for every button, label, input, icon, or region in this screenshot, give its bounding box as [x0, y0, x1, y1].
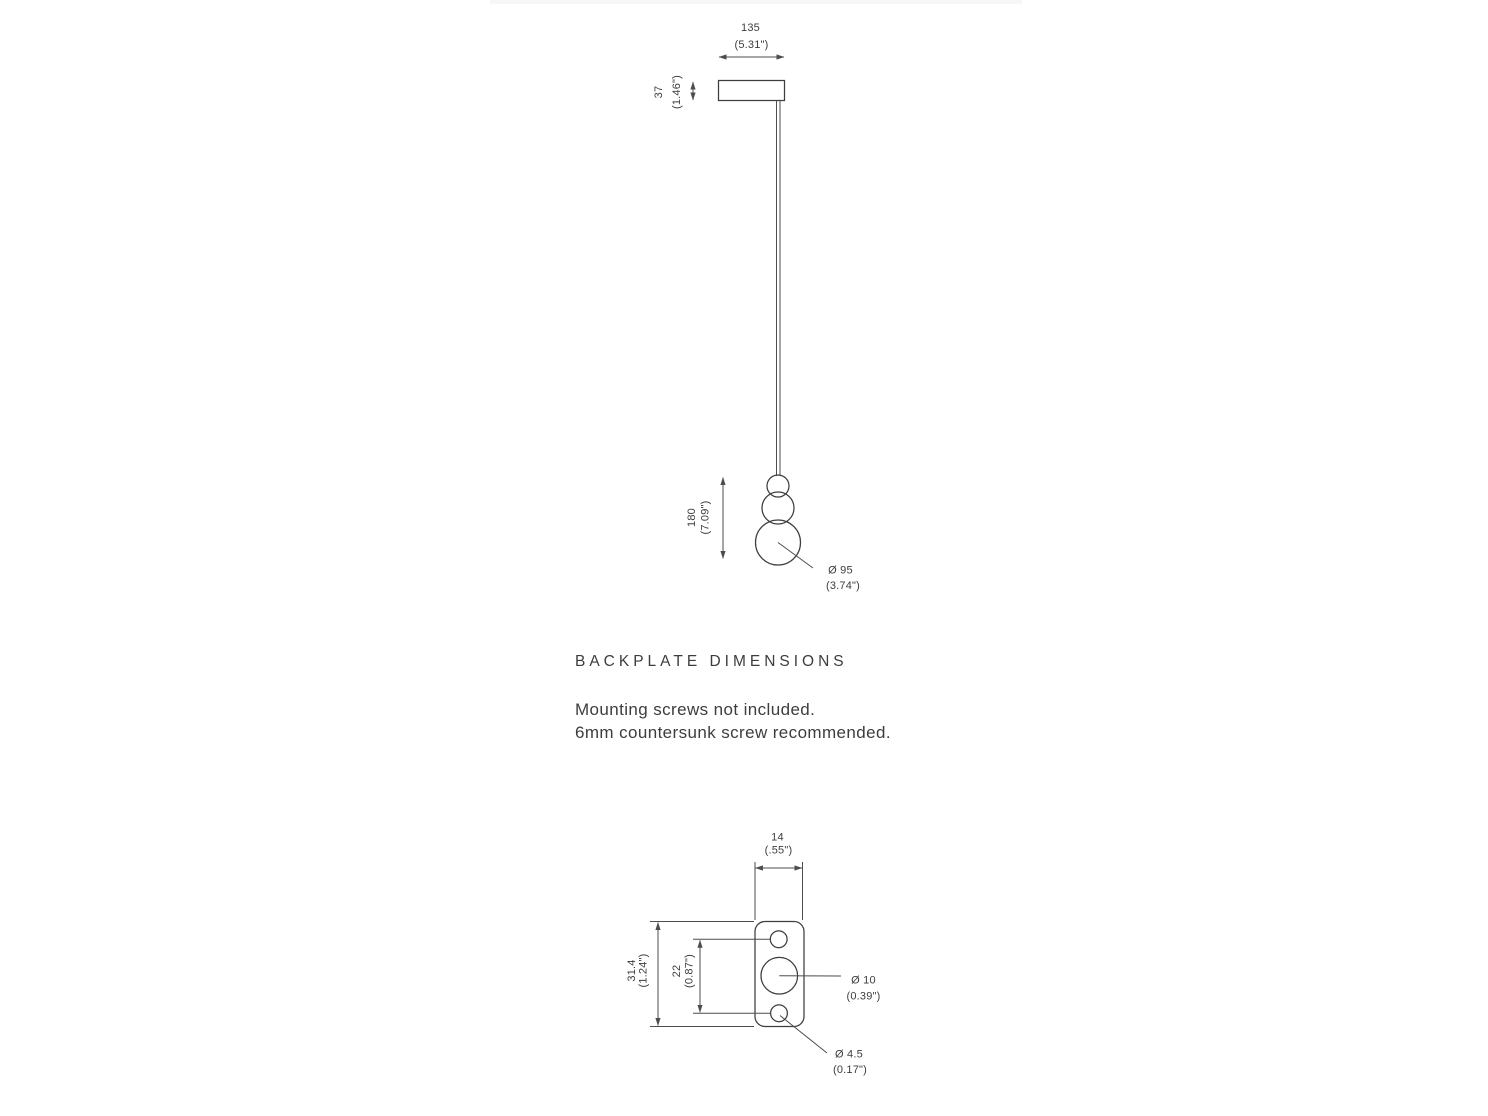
canopy-width-mm-label: 135: [741, 22, 760, 34]
mounting-note-line-1: Mounting screws not included.: [575, 700, 816, 719]
backplate-height-in-label: (1.24"): [637, 953, 650, 988]
backplate-section-heading: BACKPLATE DIMENSIONS: [575, 653, 848, 670]
pendant-dimension-diagram: [560, 0, 960, 620]
top-screw-hole: [770, 931, 787, 948]
canopy-height-mm-label: 37: [653, 85, 665, 99]
fixture-height-in-label: (7.09"): [699, 500, 712, 535]
screw-hole-in-label: (0.17"): [832, 1064, 868, 1076]
ceiling-canopy-outline: [719, 81, 785, 101]
fixture-height-mm-label: 180: [686, 508, 698, 527]
globe-diameter-in-label: (3.74"): [825, 580, 861, 592]
mounting-notes: [575, 699, 891, 744]
backplate-width-mm-label: 14: [771, 831, 784, 844]
cable-hole-mm-label: Ø 10: [851, 974, 876, 987]
mounting-note-line-2: 6mm countersunk screw recommended.: [575, 722, 891, 742]
canopy-width-in-label: (5.31"): [734, 39, 769, 51]
canopy-height-in-label: (1.46"): [671, 74, 683, 110]
backplate-outline: [755, 922, 804, 1027]
globe-diameter-mm-label: Ø 95: [828, 564, 853, 577]
backplate-height-mm-label: 31.4: [626, 959, 638, 982]
hole-spacing-mm-label: 22: [671, 964, 683, 978]
screw-hole-mm-label: Ø 4.5: [835, 1048, 863, 1061]
hole-spacing-in-label: (0.87"): [683, 953, 696, 989]
backplate-width-in-label: (.55"): [764, 844, 793, 857]
cable-hole-in-label: (0.39"): [846, 990, 881, 1003]
backplate-dimension-diagram: [600, 810, 920, 1100]
